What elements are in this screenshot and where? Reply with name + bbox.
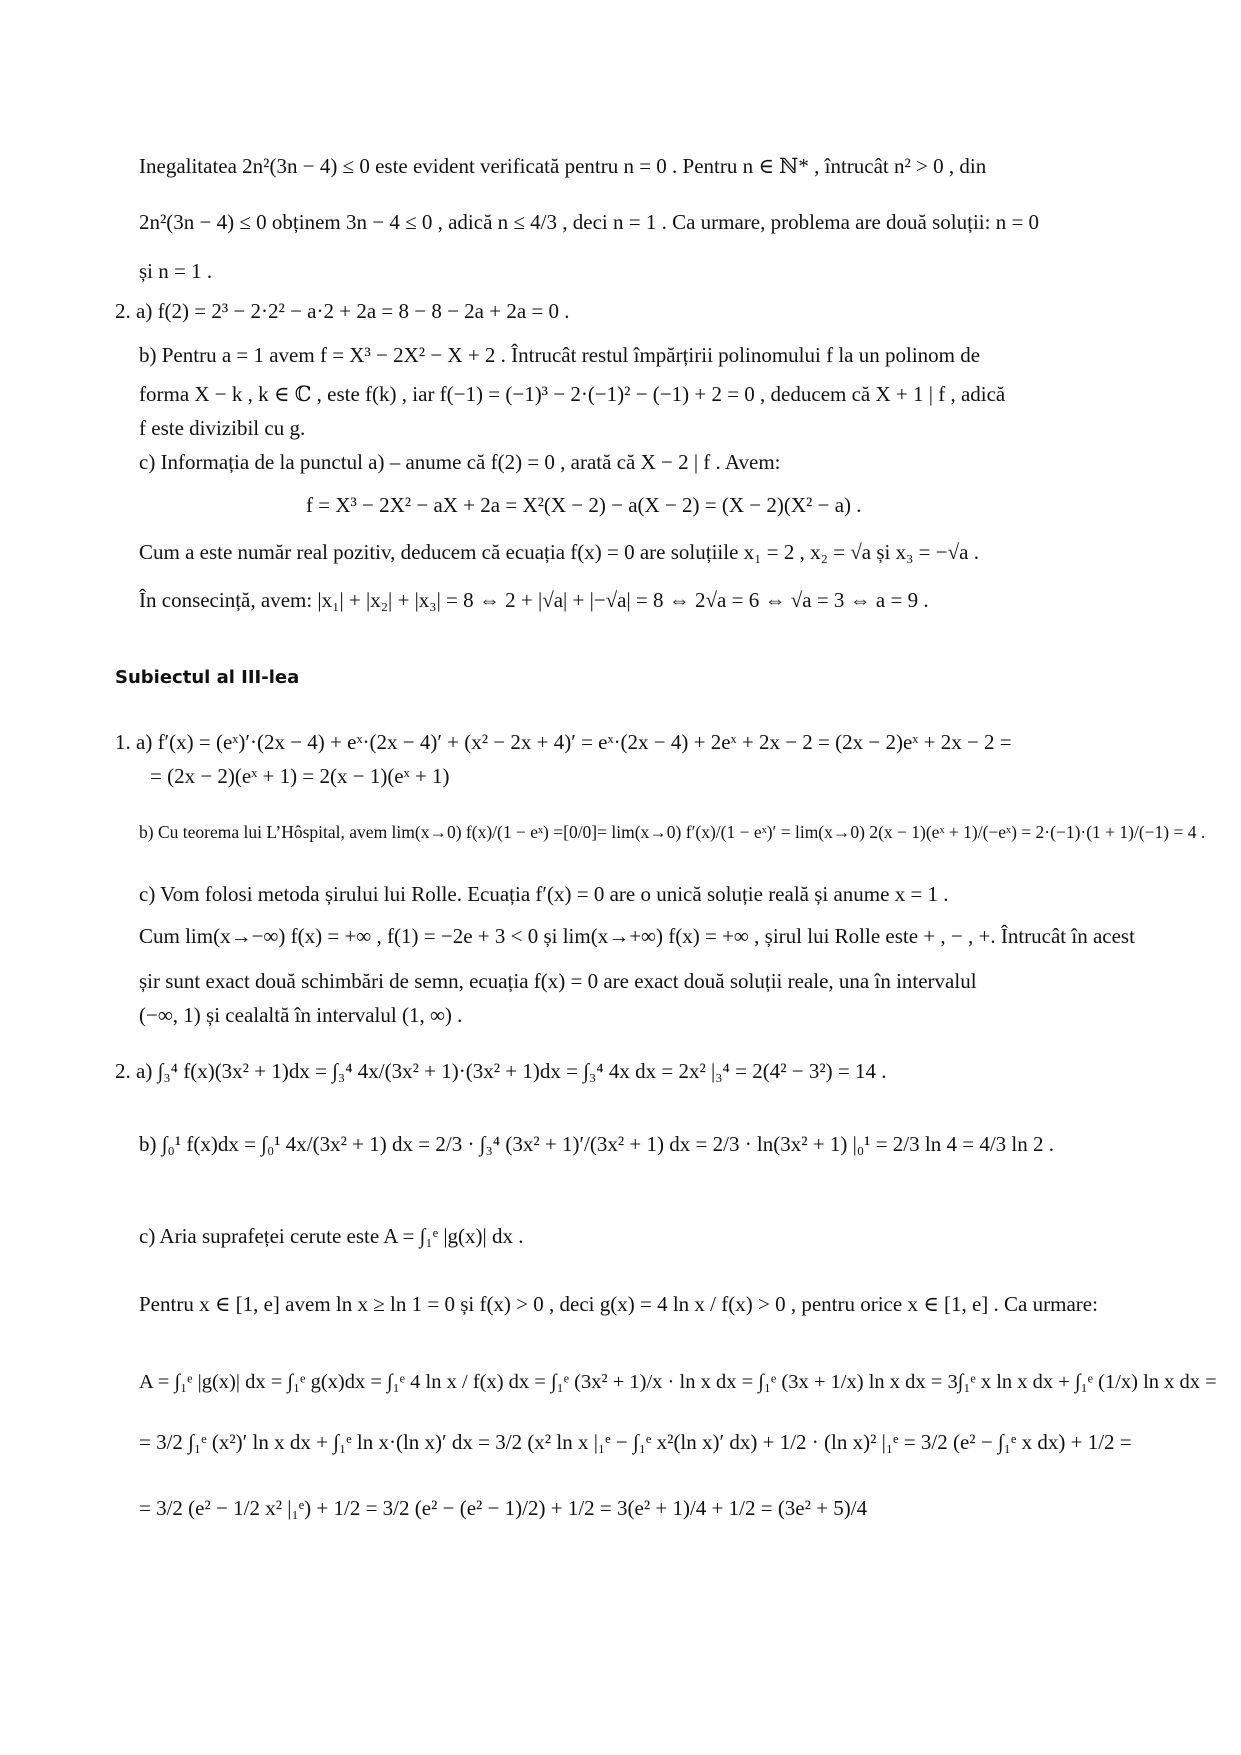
text-line: f este divizibil cu g. bbox=[139, 416, 306, 440]
text-line: Pentru x ∈ [1, e] avem ln x ≥ ln 1 = 0 și f(x) > 0 , deci g(x) = 4 ln x / f(x) > 0 , pentru orice x ∈ [1, e] . Ca urmare: bbox=[139, 1292, 1098, 1316]
text-line: Cum a este număr real pozitiv, deducem că ecuația f(x) = 0 are soluțiile x₁ = 2 , x₂ = √a și x₃ = −√a . bbox=[139, 540, 979, 564]
text-line: și n = 1 . bbox=[139, 259, 213, 283]
problem-1b: b) Cu teorema lui L’Hôspital, avem lim(x→0) f(x)/(1 − eˣ) =[0/0]= lim(x→0) f′(x)/(1 − eˣ)′ = lim(x→0) 2(x − 1)(eˣ + 1)/(−eˣ) = 2·(−1)·(1 + 1)/(−1) = 4 . bbox=[139, 822, 1206, 842]
text-line: forma X − k , k ∈ ℂ , este f(k) , iar f(−1) = (−1)³ − 2·(−1)² − (−1) + 2 = 0 , deducem că X + 1 | f , adică bbox=[139, 382, 1006, 406]
problem-2b-integral: b) ∫₀¹ f(x)dx = ∫₀¹ 4x/(3x² + 1) dx = 2/3 · ∫₃⁴ (3x² + 1)′/(3x² + 1) dx = 2/3 · ln(3x² + 1) |₀¹ = 2/3 ln 4 = 4/3 ln 2 . bbox=[139, 1132, 1054, 1156]
equation-area-result: = 3/2 (e² − 1/2 x² |₁ᵉ) + 1/2 = 3/2 (e² − (e² − 1)/2) + 1/2 = 3(e² + 1)/4 + 1/2 = (3e² + 5)/4 bbox=[139, 1496, 868, 1520]
equation-continuation: = (2x − 2)(eˣ + 1) = 2(x − 1)(eˣ + 1) bbox=[150, 764, 450, 788]
section-heading: Subiectul al III-lea bbox=[115, 667, 300, 688]
text-line: Cum lim(x→−∞) f(x) = +∞ , f(1) = −2e + 3 < 0 și lim(x→+∞) f(x) = +∞ , șirul lui Rolle este + , − , +. Întrucât în acest bbox=[139, 924, 1135, 948]
text-line: (−∞, 1) și cealaltă în intervalul (1, ∞) . bbox=[139, 1003, 463, 1027]
problem-2b: b) Pentru a = 1 avem f = X³ − 2X² − X + 2 . Întrucât restul împărțirii polinomului f la un polinom de bbox=[139, 343, 981, 367]
problem-1c: c) Vom folosi metoda șirului lui Rolle. Ecuația f′(x) = 0 are o unică soluție reală și anume x = 1 . bbox=[139, 882, 949, 906]
problem-2c-area: c) Aria suprafeței cerute este A = ∫₁ᵉ |g(x)| dx . bbox=[139, 1224, 524, 1248]
text-line: Inegalitatea 2n²(3n − 4) ≤ 0 este evident verificată pentru n = 0 . Pentru n ∈ ℕ* , întrucât n² > 0 , din bbox=[139, 154, 987, 178]
equation-factorization: f = X³ − 2X² − aX + 2a = X²(X − 2) − a(X − 2) = (X − 2)(X² − a) . bbox=[306, 493, 862, 517]
problem-1a: 1. a) f′(x) = (eˣ)′·(2x − 4) + eˣ·(2x − 4)′ + (x² − 2x + 4)′ = eˣ·(2x − 4) + 2eˣ + 2x − 2 = (2x − 2)eˣ + 2x − 2 = bbox=[115, 730, 1012, 754]
text-line: șir sunt exact două schimbări de semn, ecuația f(x) = 0 are exact două soluții reale, una în intervalul bbox=[139, 969, 977, 993]
problem-2c: c) Informația de la punctul a) – anume că f(2) = 0 , arată că X − 2 | f . Avem: bbox=[139, 450, 781, 474]
equation-area-cont: = 3/2 ∫₁ᵉ (x²)′ ln x dx + ∫₁ᵉ ln x·(ln x)′ dx = 3/2 (x² ln x |₁ᵉ − ∫₁ᵉ x²(ln x)′ dx) + 1/2 · (ln x)² |₁ᵉ = 3/2 (e² − ∫₁ᵉ x dx) + 1/2 = bbox=[139, 1430, 1132, 1454]
text-line: În consecință, avem: |x₁| + |x₂| + |x₃| = 8 ⇔ 2 + |√a| + |−√a| = 8 ⇔ 2√a = 6 ⇔ √a = 3 ⇔ a = 9 . bbox=[139, 588, 929, 612]
equation-area: A = ∫₁ᵉ |g(x)| dx = ∫₁ᵉ g(x)dx = ∫₁ᵉ 4 ln x / f(x) dx = ∫₁ᵉ (3x² + 1)/x · ln x dx = ∫₁ᵉ (3x + 1/x) ln x dx = 3∫₁ᵉ x ln x dx + ∫₁ᵉ (1/x) ln x dx = bbox=[139, 1371, 1217, 1393]
text-line: 2n²(3n − 4) ≤ 0 obținem 3n − 4 ≤ 0 , adică n ≤ 4/3 , deci n = 1 . Ca urmare, problema are două soluții: n = 0 bbox=[139, 210, 1040, 234]
problem-2a-integral: 2. a) ∫₃⁴ f(x)(3x² + 1)dx = ∫₃⁴ 4x/(3x² + 1)·(3x² + 1)dx = ∫₃⁴ 4x dx = 2x² |₃⁴ = 2(4² − 3²) = 14 . bbox=[115, 1059, 887, 1083]
problem-2a: 2. a) f(2) = 2³ − 2·2² − a·2 + 2a = 8 − 8 − 2a + 2a = 0 . bbox=[115, 299, 570, 323]
